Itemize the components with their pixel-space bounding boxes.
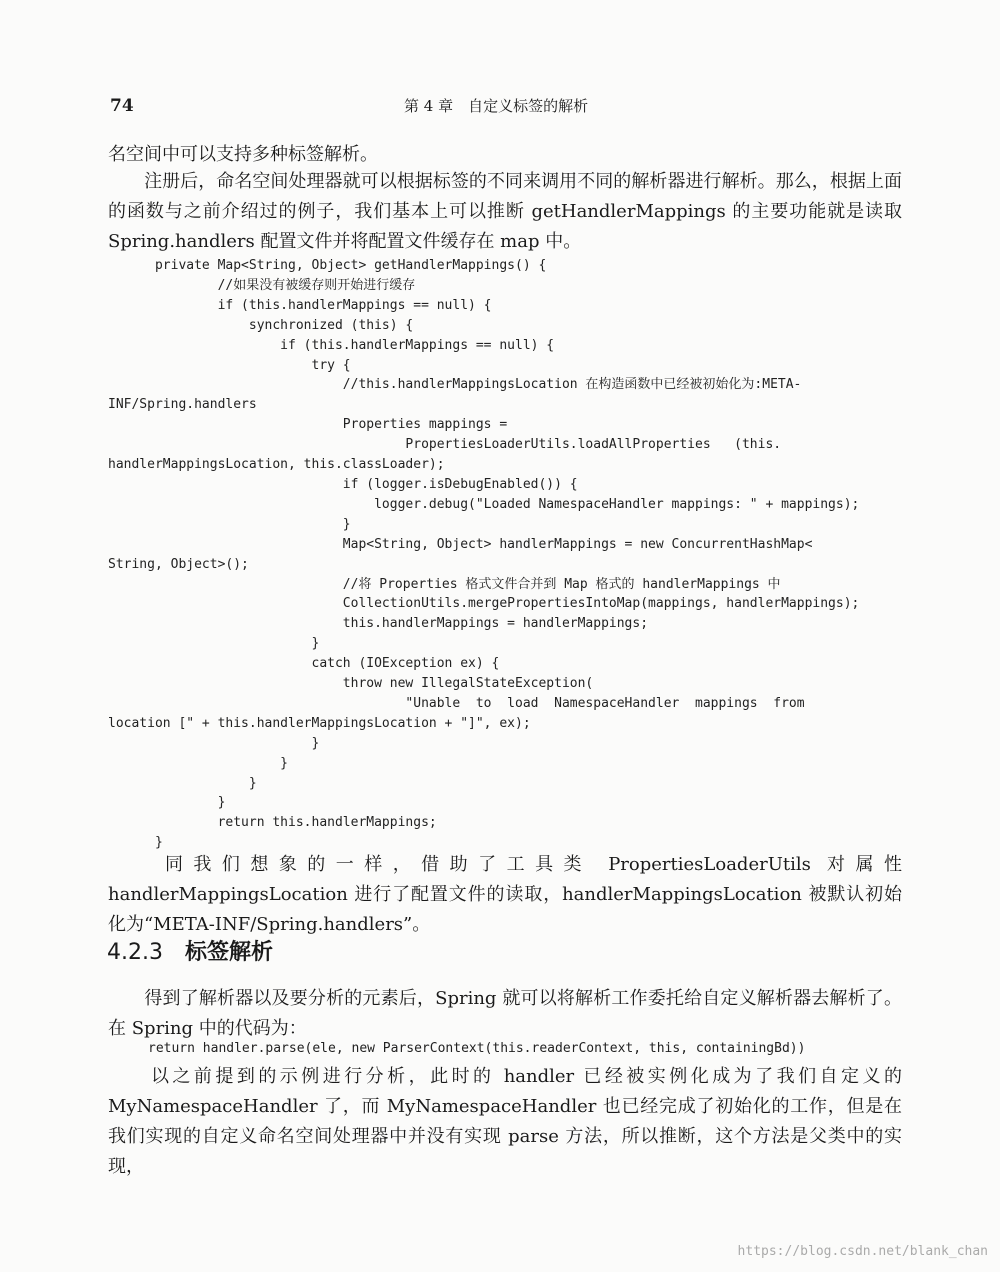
section-title-text: 标签解析 — [184, 940, 273, 965]
page-number: 74 — [110, 96, 134, 116]
inline-code-parse: return handler.parse(ele, new ParserContext(this.readerContext, this, containingBd)) — [148, 1041, 806, 1056]
code-block-get-handler-mappings: private Map<String, Object> getHandlerMappings() { //如果没有被缓存则开始进行缓存 if (this.handlerMappings == null) { synchronized (this) { if (this.handlerMappings == null) { try { //this.handlerMappingsLocation 在构造函数中已经被初始化为:META- INF/Spring.handlers Properties mappings = PropertiesLoaderUtils.loadAllProperties (this. handlerMappingsLocation, this.classLoader); if (logger.isDebugEnabled()) { logger.debug("Loaded NamespaceHandler mappings: " + mappings); } Map<String, Object> handlerMappings = new ConcurrentHashMap< String, Object>(); //将 Properties 格式文件合并到 Map 格式的 handlerMappings 中 CollectionUtils.mergePropertiesIntoMap(mappings, handlerMappings); this.handlerMappings = handlerMappings; } catch (IOException ex) { throw new IllegalStateException( "Unable to load NamespaceHandler mappings from location [" + this.handlerMappingsLocation + "]", ex); } } } } return this.handlerMappings; } — [108, 258, 860, 851]
chapter-header: 第 4 章 自定义标签的解析 — [404, 97, 589, 115]
section-heading — [107, 935, 273, 966]
paragraph-5: 以之前提到的示例进行分析，此时的 handler 已经被实例化成为了我们自定义的 MyNamespaceHandler 了，而 MyNamespaceHandler 也已经完成了初始化的工作，但是在我们实现的自定义命名空间处理器中并没有实现 parse 方法，所以推断，这个方法是父类中的实现， — [108, 1066, 902, 1177]
section-number: 4.2.3 — [107, 940, 163, 965]
paragraph-2: 注册后，命名空间处理器就可以根据标签的不同来调用不同的解析器进行解析。那么，根据上面的函数与之前介绍过的例子，我们基本上可以推断 getHandlerMappings 的主要功能就是读取 Spring.handlers 配置文件并将配置文件缓存在 map 中。 — [108, 171, 902, 252]
paragraph-3: 同我们想象的一样，借助了工具类 PropertiesLoaderUtils 对属性 handlerMappingsLocation 进行了配置文件的读取，handlerMappingsLocation 被默认初始化为“META-INF/Spring.handlers”。 — [108, 854, 902, 935]
watermark-url: https://blog.csdn.net/blank_chan — [737, 1244, 988, 1259]
paragraph-1: 名空间中可以支持多种标签解析。 — [108, 144, 378, 165]
paragraph-4: 得到了解析器以及要分析的元素后，Spring 就可以将解析工作委托给自定义解析器去解析了。在 Spring 中的代码为： — [108, 988, 902, 1039]
